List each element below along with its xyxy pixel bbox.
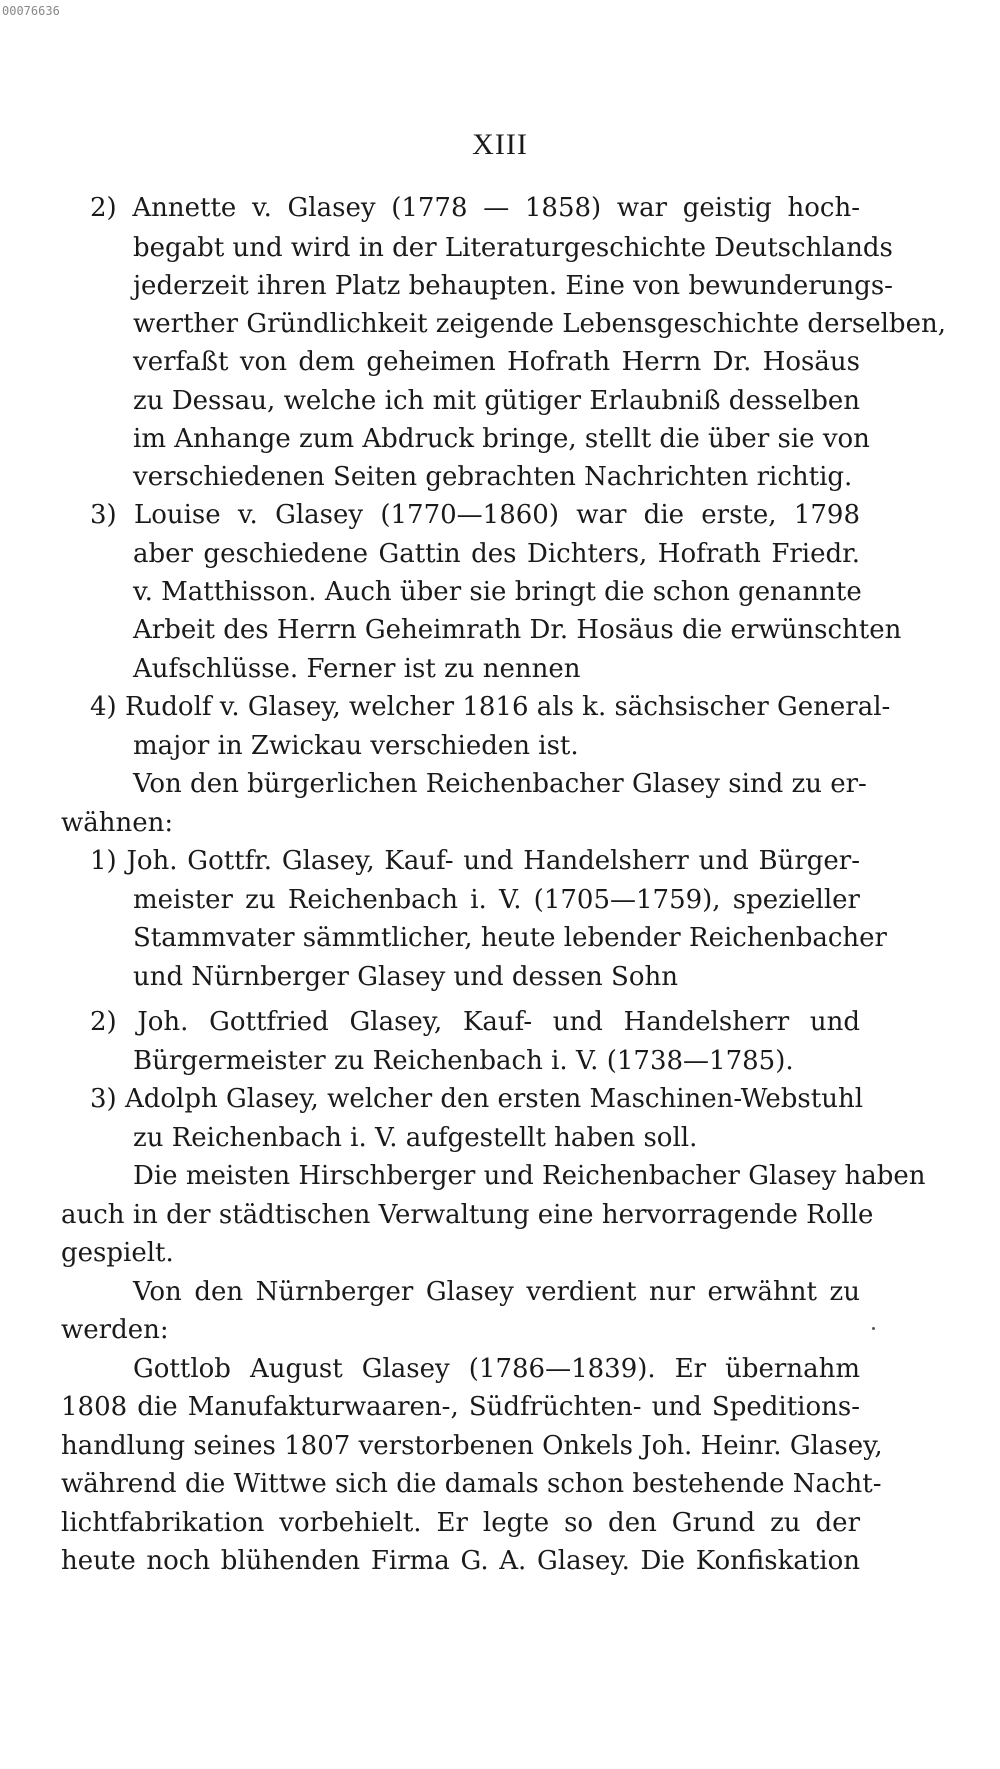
text-line: 3) Adolph Glasey, welcher den ersten Maschinen-Webstuhl xyxy=(90,1084,864,1114)
text-line: Gottlob August Glasey (1786—1839). Er übernahm xyxy=(133,1354,860,1384)
text-line: gespielt. xyxy=(61,1238,174,1268)
text-line: zu Dessau, welche ich mit gütiger Erlaubniß desselben xyxy=(133,386,860,416)
text-line: 2) Annette v. Glasey (1778 — 1858) war geistig hoch- xyxy=(90,193,860,223)
text-line: 2) Joh. Gottfried Glasey, Kauf- und Handelsherr und xyxy=(90,1007,860,1037)
text-line: aber geschiedene Gattin des Dichters, Hofrath Friedr. xyxy=(133,539,860,569)
text-line: 3) Louise v. Glasey (1770—1860) war die erste, 1798 xyxy=(90,500,860,530)
text-line: Stammvater sämmtlicher, heute lebender Reichenbacher xyxy=(133,923,887,953)
text-line: zu Reichenbach i. V. aufgestellt haben soll. xyxy=(133,1123,698,1153)
text-line: und Nürnberger Glasey und dessen Sohn xyxy=(133,962,678,992)
text-line: handlung seines 1807 verstorbenen Onkels Joh. Heinr. Glasey, xyxy=(61,1431,883,1461)
text-line: Die meisten Hirschberger und Reichenbacher Glasey haben xyxy=(133,1161,926,1191)
text-line: 1) Joh. Gottfr. Glasey, Kauf- und Handelsherr und Bürger- xyxy=(90,846,860,876)
text-line: wähnen: xyxy=(61,808,174,838)
text-line: verschiedenen Seiten gebrachten Nachrichten richtig. xyxy=(133,462,853,492)
text-line: meister zu Reichenbach i. V. (1705—1759), spezieller xyxy=(133,885,860,915)
text-line: heute noch blühenden Firma G. A. Glasey. Die Konfiskation xyxy=(61,1546,860,1576)
text-line: Aufschlüsse. Ferner ist zu nennen xyxy=(133,654,581,684)
text-line: Von den Nürnberger Glasey verdient nur erwähnt zu xyxy=(133,1277,860,1307)
text-line: verfaßt von dem geheimen Hofrath Herrn Dr. Hosäus xyxy=(133,347,860,377)
text-line: v. Matthisson. Auch über sie bringt die schon genannte xyxy=(133,577,862,607)
text-line: major in Zwickau verschieden ist. xyxy=(133,731,579,761)
text-line: werden: xyxy=(61,1315,169,1345)
text-line: Von den bürgerlichen Reichenbacher Glasey sind zu er- xyxy=(133,769,867,799)
text-line: lichtfabrikation vorbehielt. Er legte so den Grund zu der xyxy=(61,1508,860,1538)
text-line: 1808 die Manufakturwaaren-, Südfrüchten- und Speditions- xyxy=(61,1392,860,1422)
text-line: werther Gründlichkeit zeigende Lebensgeschichte derselben, xyxy=(133,309,946,339)
stray-dot xyxy=(872,1327,875,1330)
text-line: im Anhange zum Abdruck bringe, stellt die über sie von xyxy=(133,424,870,454)
page-number: XIII xyxy=(472,128,528,161)
text-line: jederzeit ihren Platz behaupten. Eine von bewunderungs- xyxy=(133,271,893,301)
text-line: 4) Rudolf v. Glasey, welcher 1816 als k. sächsischer General- xyxy=(90,692,891,722)
text-line: Bürgermeister zu Reichenbach i. V. (1738—1785). xyxy=(133,1046,794,1076)
text-line: während die Wittwe sich die damals schon bestehende Nacht- xyxy=(61,1469,882,1499)
text-line: begabt und wird in der Literaturgeschichte Deutschlands xyxy=(133,233,893,263)
scan-id-label: 00076636 xyxy=(2,4,60,18)
text-line: Arbeit des Herrn Geheimrath Dr. Hosäus die erwünschten xyxy=(133,615,902,645)
text-line: auch in der städtischen Verwaltung eine hervorragende Rolle xyxy=(61,1200,874,1230)
